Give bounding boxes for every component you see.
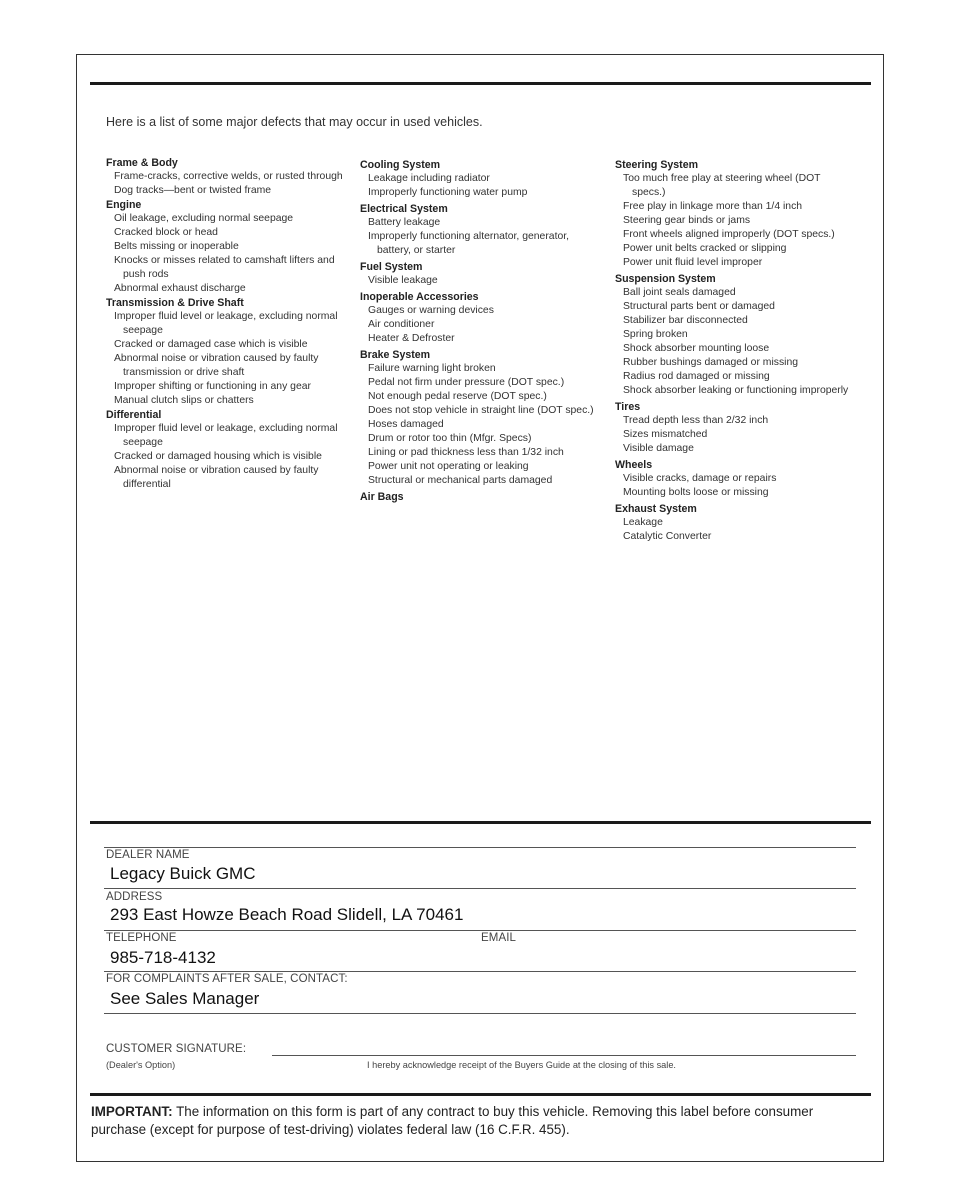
dealer-name-top-line — [104, 847, 856, 848]
section-title: Transmission & Drive Shaft — [106, 297, 244, 309]
defect-item: Improper shifting or functioning in any gear — [114, 381, 311, 392]
address-top-line — [104, 888, 856, 889]
section-title: Electrical System — [360, 203, 448, 215]
defect-item: Drum or rotor too thin (Mfgr. Specs) — [368, 433, 532, 444]
defect-section — [360, 260, 605, 288]
defect-list — [106, 422, 351, 492]
section-title: Inoperable Accessories — [360, 291, 479, 303]
defect-section — [360, 490, 605, 504]
defect-list — [615, 472, 855, 500]
defect-section — [106, 198, 351, 296]
defect-item: Tread depth less than 2/32 inch — [623, 415, 769, 426]
defect-item: Cracked or damaged housing which is visible — [114, 451, 322, 462]
intro-text: Here is a list of some major defects that may occur in used vehicles. — [106, 115, 483, 129]
bottom-rule — [90, 1093, 871, 1096]
defect-item: Hoses damaged — [368, 419, 444, 430]
defects-column-1 — [106, 156, 351, 492]
defect-item: Ball joint seals damaged — [623, 287, 736, 298]
dealer-name-value: Legacy Buick GMC — [110, 864, 256, 883]
defect-section — [360, 348, 605, 488]
important-text: The information on this form is part of any contract to buy this vehicle. Removing this label before consumer purchase (except for purpose of test-driving) violates federal law (16 C.F.R. 455). — [91, 1104, 814, 1137]
defect-item: Mounting bolts loose or missing — [623, 487, 769, 498]
section-title: Engine — [106, 199, 142, 211]
defect-item: Power unit not operating or leaking — [368, 461, 529, 472]
dealer-name-label: DEALER NAME — [106, 849, 190, 861]
defect-item: Leakage — [623, 517, 663, 528]
telephone-label: TELEPHONE — [106, 932, 177, 944]
defect-item: Manual clutch slips or chatters — [114, 395, 254, 406]
defect-item: Steering gear binds or jams — [623, 215, 751, 226]
defect-item: Power unit fluid level improper — [623, 257, 763, 268]
email-label: EMAIL — [481, 932, 517, 944]
defect-item: Radius rod damaged or missing — [623, 371, 770, 382]
signature-label: CUSTOMER SIGNATURE: — [106, 1043, 247, 1055]
important-label: IMPORTANT: — [91, 1104, 173, 1119]
section-title: Wheels — [615, 459, 653, 471]
defect-item: Abnormal noise or vibration caused by faulty transmission or drive shaft — [114, 353, 319, 378]
defect-item: Structural parts bent or damaged — [623, 301, 775, 312]
defect-item: Knocks or misses related to camshaft lifters and push rods — [114, 255, 335, 280]
defect-item: Improper fluid level or leakage, excluding normal seepage — [114, 311, 338, 336]
defect-list — [106, 212, 351, 296]
defect-item: Lining or pad thickness less than 1/32 inch — [368, 447, 564, 458]
defect-item: Gauges or warning devices — [368, 305, 494, 316]
defect-item: Improper fluid level or leakage, excluding normal seepage — [114, 423, 338, 448]
defect-item: Belts missing or inoperable — [114, 241, 239, 252]
defect-item: Power unit belts cracked or slipping — [623, 243, 787, 254]
defect-list — [615, 172, 855, 270]
defect-section — [106, 296, 351, 408]
defect-list — [106, 310, 351, 408]
defect-list — [360, 172, 605, 200]
section-title: Frame & Body — [106, 157, 178, 169]
defect-item: Improperly functioning water pump — [368, 187, 528, 198]
defects-column-3 — [615, 156, 855, 544]
section-title: Suspension System — [615, 273, 716, 285]
defect-item: Not enough pedal reserve (DOT spec.) — [368, 391, 547, 402]
section-title: Differential — [106, 409, 162, 421]
defect-section — [360, 202, 605, 258]
defect-section — [360, 158, 605, 200]
defect-section — [106, 408, 351, 492]
defect-item: Spring broken — [623, 329, 688, 340]
defect-item: Does not stop vehicle in straight line (DOT spec.) — [368, 405, 594, 416]
defect-item: Rubber bushings damaged or missing — [623, 357, 799, 368]
signature-line[interactable] — [272, 1055, 856, 1056]
complaints-value: See Sales Manager — [110, 989, 260, 1008]
defect-item: Abnormal exhaust discharge — [114, 283, 246, 294]
defect-item: Front wheels aligned improperly (DOT specs.) — [623, 229, 835, 240]
important-notice — [91, 1103, 871, 1139]
defect-item: Structural or mechanical parts damaged — [368, 475, 553, 486]
defect-list — [615, 286, 855, 398]
defect-item: Visible cracks, damage or repairs — [623, 473, 777, 484]
defect-list — [615, 516, 855, 544]
defect-item: Visible damage — [623, 443, 694, 454]
defect-item: Shock absorber leaking or functioning improperly — [623, 385, 849, 396]
defect-item: Cracked block or head — [114, 227, 218, 238]
defect-item: Heater & Defroster — [368, 333, 455, 344]
section-title: Brake System — [360, 349, 431, 361]
defect-item: Sizes mismatched — [623, 429, 708, 440]
defect-item: Frame-cracks, corrective welds, or rusted through — [114, 171, 343, 182]
section-title: Tires — [615, 401, 641, 413]
middle-rule — [90, 821, 871, 824]
defect-list — [615, 414, 855, 456]
defects-column-2 — [360, 156, 605, 504]
defect-section — [615, 272, 855, 398]
defect-item: Abnormal noise or vibration caused by faulty differential — [114, 465, 319, 490]
defect-item: Free play in linkage more than 1/4 inch — [623, 201, 803, 212]
section-title: Exhaust System — [615, 503, 697, 515]
defect-list — [360, 274, 605, 288]
defect-list — [360, 304, 605, 346]
defect-list — [360, 362, 605, 488]
complaints-label: FOR COMPLAINTS AFTER SALE, CONTACT: — [106, 973, 348, 985]
section-title: Air Bags — [360, 491, 404, 503]
defect-section — [106, 156, 351, 198]
defect-list — [360, 216, 605, 258]
telephone-top-line — [104, 930, 856, 931]
defect-item: Dog tracks—bent or twisted frame — [114, 185, 272, 196]
defect-item: Cracked or damaged case which is visible — [114, 339, 308, 350]
address-value: 293 East Howze Beach Road Slidell, LA 70461 — [110, 905, 464, 924]
defect-section — [360, 290, 605, 346]
defect-item: Failure warning light broken — [368, 363, 496, 374]
defect-item: Oil leakage, excluding normal seepage — [114, 213, 294, 224]
defect-item: Improperly functioning alternator, generator, battery, or starter — [368, 231, 570, 256]
defect-item: Leakage including radiator — [368, 173, 490, 184]
defect-item: Shock absorber mounting loose — [623, 343, 770, 354]
defect-section — [615, 158, 855, 270]
defect-item: Catalytic Converter — [623, 531, 712, 542]
section-title: Steering System — [615, 159, 699, 171]
section-title: Fuel System — [360, 261, 423, 273]
defect-item: Pedal not firm under pressure (DOT spec.) — [368, 377, 565, 388]
defect-item: Stabilizer bar disconnected — [623, 315, 748, 326]
defect-item: Too much free play at steering wheel (DOT specs.) — [623, 173, 821, 198]
defect-item: Battery leakage — [368, 217, 441, 228]
dealer-option-note: (Dealer's Option) — [106, 1060, 176, 1070]
defect-item: Visible leakage — [368, 275, 438, 286]
acknowledgement-text: I hereby acknowledge receipt of the Buyers Guide at the closing of this sale. — [367, 1060, 676, 1070]
telephone-value: 985-718-4132 — [110, 948, 216, 967]
section-title: Cooling System — [360, 159, 441, 171]
address-label: ADDRESS — [106, 891, 163, 903]
defect-section — [615, 458, 855, 500]
complaints-bottom-line — [104, 1013, 856, 1014]
defect-section — [615, 502, 855, 544]
defect-list — [106, 170, 351, 198]
complaints-top-line — [104, 971, 856, 972]
defect-section — [615, 400, 855, 456]
top-rule — [90, 82, 871, 85]
defect-item: Air conditioner — [368, 319, 435, 330]
